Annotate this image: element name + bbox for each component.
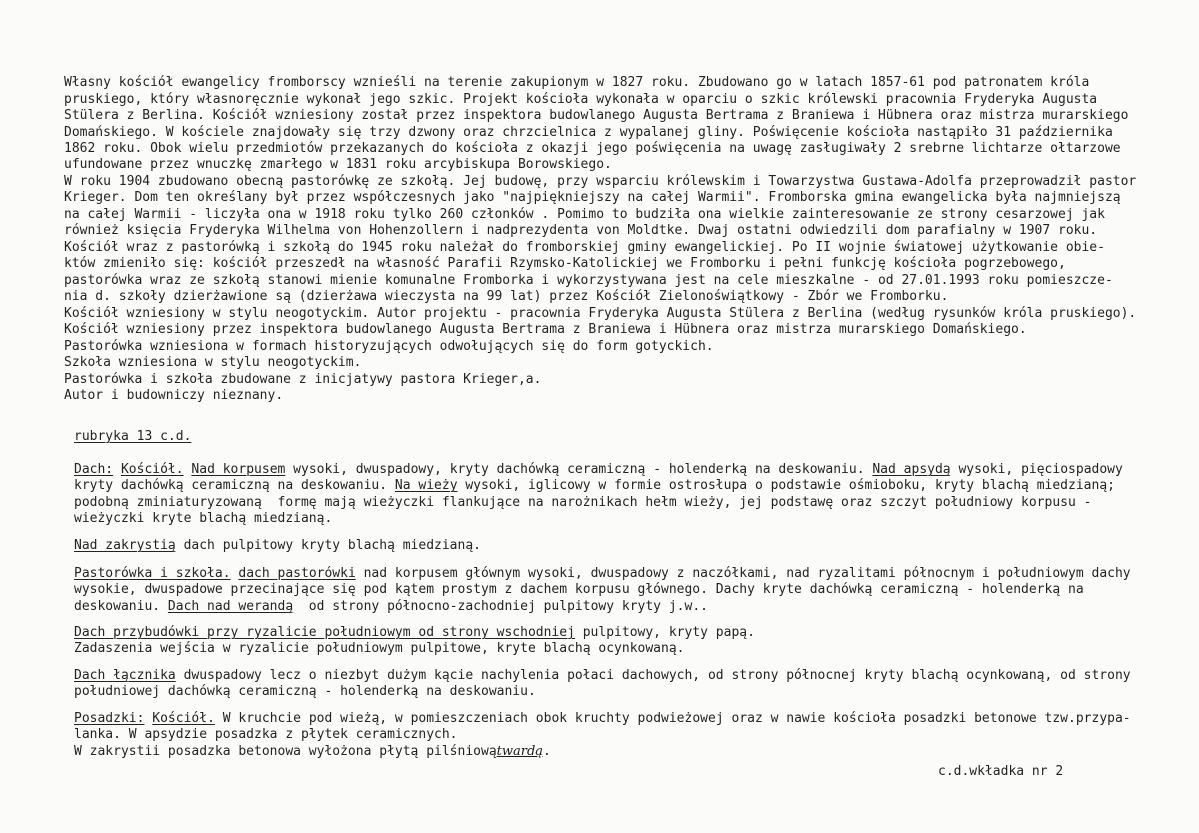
- text-line: ufundowane przez wnuczkę zmarłego w 1831 roku arcybiskupa Borowskiego.: [64, 157, 612, 172]
- zakrystia-label: Nad zakrystią: [74, 538, 176, 553]
- posadzki-line-3: [74, 743, 551, 760]
- dach-line-1: [74, 461, 1123, 478]
- pastorowka-line-1: [74, 565, 1131, 582]
- kosciol-label: Kościół.: [120, 462, 184, 477]
- text-span: W zakrystii posadzka betonowa wyłożona płytą pilśniową: [74, 744, 497, 759]
- text-line: Kościół wraz z pastorówką i szkołą do 1945 roku należał do fromborskiej gminy ewangelickiej. Po II wojnie światowej użytkowanie obie-: [64, 240, 1105, 255]
- text-span: wysoki, pięciospadowy: [950, 462, 1123, 477]
- lacznik-line-1: [74, 667, 1131, 684]
- text-span: deskowaniu.: [74, 599, 168, 614]
- text-line: pastorówka wraz ze szkołą stanowi mienie komunalne Fromborka i wykorzystywana jest na cele mieszkalne - od 27.01.1993 roku pomieszcze-: [64, 273, 1113, 288]
- text-line: Kościół wzniesiony w stylu neogotyckim. Autor projektu - pracownia Fryderyka Augusta Stülera z Berlina (według rysunków króla pruskiego).: [64, 306, 1137, 321]
- rubric-heading: rubryka 13 c.d.: [74, 429, 192, 444]
- text-span: nad korpusem głównym wysoki, dwuspadowy z naczółkami, nad ryzalitami północnym i południowym dachy: [355, 566, 1131, 581]
- zakrystia-line: [74, 537, 481, 554]
- dach-line-4: wieżyczki kryte blachą miedzianą.: [74, 511, 333, 526]
- text-line: na całej Warmii - liczyła ona w 1918 roku tylko 260 członków . Pomimo to budziła ona wielkie zainteresowanie ze strony cesarzowej jak: [64, 207, 1105, 222]
- dach-nad-werandy-label: Dach nad werandą: [167, 599, 294, 614]
- text-span: pulpitowy, kryty papą.: [574, 625, 755, 640]
- text-line: Własny kościół ewangelicy fromborscy wznieśli na terenie zakupionym w 1827 roku. Zbudowano go w latach 1857-61 pod patronatem króla: [64, 75, 1090, 90]
- text-span: wysoki, iglicowy w formie ostrosłupa o podstawie ośmioboku, kryty blachą miedzianą;: [457, 478, 1115, 493]
- lacznik-line-2: południowej dachówką ceramiczną - holenderką na deskowaniu.: [74, 684, 536, 699]
- text-line: W roku 1904 zbudowano obecną pastorówkę ze szkołą. Jej budowę, przy wsparciu królewskim i Towarzystwa Gustawa-Adolfa przeprowadził pastor: [64, 174, 1137, 189]
- dach-line-3: podobną zminiaturyzowaną formę mają wieżyczki flankujące na narożnikach hełm wieży, jej podstawę oraz szczyt południowy korpusu -: [74, 495, 1092, 510]
- text-span: W kruchcie pod wieżą, w pomieszczeniach obok kruchty podwieżowej oraz w nawie kościoła posadzki betonowe tzw.przypa-: [214, 711, 1131, 726]
- text-line: Kościół wzniesiony przez inspektora budowlanego Augusta Bertrama z Braniewa i Hübnera oraz mistrza murarskiego Domańskiego.: [64, 322, 1027, 337]
- posadzki-kosciol-label: Kościół.: [152, 711, 215, 726]
- pastorowka-line-3: [74, 598, 708, 615]
- dach-line-2: [74, 477, 1115, 494]
- text-line: nia d. szkoły dzierżawione są (dzierżawa wieczysta na 99 lat) przez Kościół Zielonoświątkowy - Zbór we Fromborku.: [64, 289, 949, 304]
- posadzki-line-1: [74, 710, 1131, 727]
- text-line: Pastorówka wzniesiona w formach historyzujących odwołujących się do form gotyckich.: [64, 339, 714, 354]
- text-span: wysoki, dwuspadowy, kryty dachówką ceramiczną - holenderką na deskowaniu.: [285, 462, 865, 477]
- text-span: kryty dachówką ceramiczną na deskowaniu.: [74, 478, 388, 493]
- text-span: .: [543, 744, 551, 759]
- lacznik-label: Dach łącznika: [74, 668, 176, 683]
- posadzki-line-2: lanka. W apsydzie posadzka z płytek ceramicznych.: [74, 727, 458, 742]
- text-line: Pastorówka i szkoła zbudowane z inicjatywy pastora Krieger,a.: [64, 372, 542, 387]
- text-line: Stülera z Berlina. Kościół wzniesiony został przez inspektora budowlanego Augusta Bertrama z Braniewa i Hübnera oraz mistrza murarskiego: [64, 108, 1129, 123]
- text-span: dach pulpitowy kryty blachą miedzianą.: [175, 538, 481, 553]
- text-line: Szkoła wzniesiona w stylu neogotyckim.: [64, 355, 362, 370]
- text-line: Autor i budowniczy nieznany.: [64, 388, 284, 403]
- text-span: od strony północno-zachodniej pulpitowy kryty j.w..: [293, 599, 708, 614]
- pastorowka-line-2: wysokie, dwuspadowe przecinające się pod kątem prostym z dachem korpusu głównego. Dachy kryte dachówką ceramiczną - holenderką na: [74, 582, 1084, 597]
- nad-apsyda-label: Nad apsydą: [872, 462, 951, 477]
- text-line: Krieger. Dom ten określany był przez współczesnych jako "najpiękniejszy na całej Warmii". Fromborska gmina ewangelicka była najmniejszą: [64, 190, 1121, 205]
- handwritten-correction: twardą: [496, 744, 544, 759]
- dach-pastorowki-label: dach pastorówki: [238, 566, 356, 581]
- text-line: Domańskiego. W kościele znajdowały się trzy dzwony oraz chrzcielnica z wypalanej gliny. Poświęcenie kościoła nastąpiło 31 października: [64, 125, 1113, 140]
- na-wiezy-label: Na wieży: [394, 478, 458, 493]
- text-line: również księcia Fryderyka Wilhelma von Hohenzollern i nadprezydenta von Moldtke. Dwaj ostatni odwiedzili dom parafialny w 1907 roku.: [64, 223, 1098, 238]
- pastorowka-label: Pastorówka i szkoła.: [74, 566, 231, 581]
- przybudowka-line-2: Zadaszenia wejścia w ryzalicie południowym pulpitowe, kryte blachą ocynkowaną.: [74, 641, 685, 656]
- posadzki-label: Posadzki:: [74, 711, 145, 726]
- text-line: któw zmieniło się: kościół przeszedł na własność Parafii Rzymsko-Katolickiej we Fromborku i pełni funkcję kościoła pogrzebowego,: [64, 256, 1066, 271]
- text-line: 1862 roku. Obok wielu przedmiotów przekazanych do kościoła z okazji jego poświęcenia na uwagę zasługiwały 2 srebrne lichtarze ołtarzowe: [64, 141, 1121, 156]
- footer-note: c.d.wkładka nr 2: [938, 764, 1064, 779]
- text-span: dwuspadowy lecz o niezbyt dużym kącie nachylenia połaci dachowych, od strony północnej kryty blachą ocynkowaną, od strony: [175, 668, 1131, 683]
- przybudowka-label: Dach przybudówki przy ryzalicie południowym od strony wschodniej: [74, 625, 575, 640]
- text-line: pruskiego, który własnoręcznie wykonał jego szkic. Projekt kościoła wykonała w oparciu o szkic królewski pracownia Fryderyka Augusta: [64, 92, 1098, 107]
- przybudowka-line-1: [74, 624, 755, 641]
- dach-label: Dach:: [74, 462, 114, 477]
- nad-korpusem-label: Nad korpusem: [191, 462, 286, 477]
